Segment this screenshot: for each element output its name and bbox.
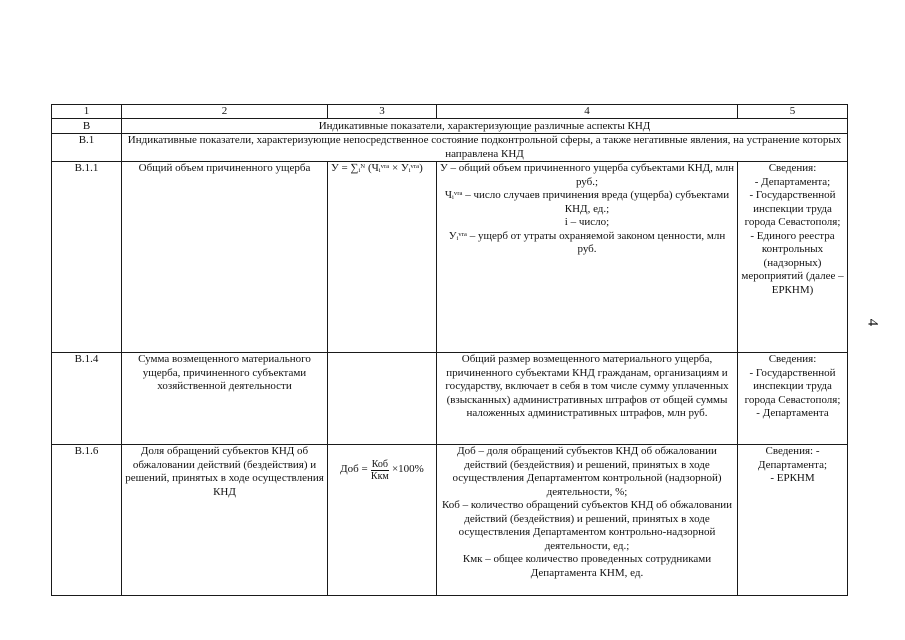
section-b1-title: Индикативные показатели, характеризующие непосредственное состояние подконтрольной сферы, а также негативные явления, на устранение которых направлена КНД xyxy=(122,134,848,162)
formula: У = ∑ᵢᴺ (Чᵢᵛʳᵃ × Уᵢᵛʳᵃ) xyxy=(331,162,423,174)
source-line: Департамента; xyxy=(757,458,828,471)
description-line: Чᵢᵛʳᵃ – число случаев причинения вреда (ущерба) субъектами КНД, ед.; xyxy=(444,189,730,215)
description-line: Доб – доля обращений субъектов КНД об обжаловании действий (бездействия) и решений, принятых в ходе осуществления Департаментом контрольной (надзорной) деятельности, %; xyxy=(452,445,722,498)
formula-cell xyxy=(328,162,437,353)
description-line: Кмк – общее количество проведенных сотрудниками Департамента КНМ, ед. xyxy=(462,553,712,579)
source-line: - Департамента xyxy=(756,407,829,419)
source-line: - Государственной инспекции труда города Севастополя; xyxy=(744,366,841,406)
description-line: Коб – количество обращений субъектов КНД об обжаловании действий (бездействия) и решений, принятых в ходе осуществления Департаментом контрольно-надзорной деятельности, ед.; xyxy=(441,499,733,552)
source-line: - ЕРКНМ xyxy=(770,472,815,484)
row-code: В.1.1 xyxy=(52,162,122,353)
header-cell-5: 5 xyxy=(738,105,848,119)
section-b-title: Индикативные показатели, характеризующие различные аспекты КНД xyxy=(122,119,848,134)
sources-cell xyxy=(738,445,848,596)
header-cell-1: 1 xyxy=(52,105,122,119)
source-line: - Единого реестра контрольных (надзорных) мероприятий (далее – ЕРКНМ) xyxy=(741,229,844,296)
source-line: Сведения: - xyxy=(765,445,820,457)
page-number: 4 xyxy=(864,318,881,327)
header-cell-2: 2 xyxy=(122,105,328,119)
source-line: Сведения: xyxy=(768,162,817,174)
formula xyxy=(340,459,424,482)
row-code: В.1.4 xyxy=(52,353,122,445)
header-cell-3: 3 xyxy=(328,105,437,119)
description-line: У – общий объем причиненного ущерба субъектами КНД, млн руб.; xyxy=(439,162,734,188)
row-name: Общий объем причиненного ущерба xyxy=(122,162,328,353)
formula-lhs: Доб = xyxy=(340,463,368,476)
section-b-code: В xyxy=(52,119,122,134)
formula-denominator: Ккм xyxy=(370,470,389,482)
description-cell xyxy=(437,353,738,445)
formula-numerator: Коб xyxy=(371,458,388,470)
table-row xyxy=(52,353,848,445)
description-line: Общий размер возмещенного материального ущерба, причиненного субъектами КНД гражданам, организациям и государству, включает в себя в том числе сумму уплаченных (взысканных) административных штрафов от общей суммы наложенных административных штрафов, млн руб. xyxy=(445,353,729,419)
formula-rhs: ×100% xyxy=(391,463,424,476)
source-line: Сведения: xyxy=(768,353,817,365)
formula-fraction xyxy=(371,459,389,482)
description-line: Уᵢᵛʳᵃ – ущерб от утраты охраняемой законом ценности, млн руб. xyxy=(448,229,726,255)
description-cell xyxy=(437,162,738,353)
section-b1-row xyxy=(52,134,848,162)
section-b1-code: В.1 xyxy=(52,134,122,162)
source-line: - Государственной инспекции труда города Севастополя; xyxy=(744,189,841,228)
header-row xyxy=(52,105,848,119)
formula-cell xyxy=(328,353,437,445)
row-name: Сумма возмещенного материального ущерба, причиненного субъектами хозяйственной деятельности xyxy=(122,353,328,445)
description-line: i – число; xyxy=(564,216,610,228)
source-line: - Департамента; xyxy=(754,175,831,188)
section-b-row xyxy=(52,119,848,134)
formula-cell xyxy=(328,445,437,596)
indicators-table xyxy=(51,104,848,596)
description-cell xyxy=(437,445,738,596)
sources-cell xyxy=(738,353,848,445)
table-row xyxy=(52,445,848,596)
table-row xyxy=(52,162,848,353)
header-cell-4: 4 xyxy=(437,105,738,119)
sources-cell xyxy=(738,162,848,353)
row-code: В.1.6 xyxy=(52,445,122,596)
row-name: Доля обращений субъектов КНД об обжаловании действий (бездействия) и решений, принятых в ходе осуществления КНД xyxy=(122,445,328,596)
